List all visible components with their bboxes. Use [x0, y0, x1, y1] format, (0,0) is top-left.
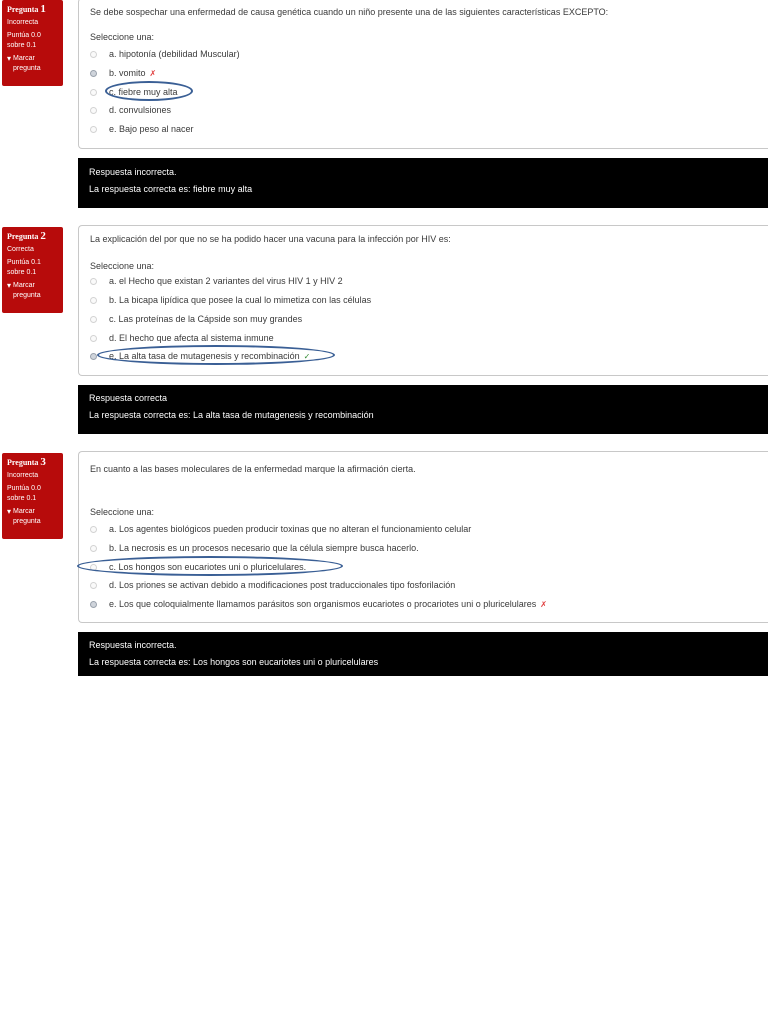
answer-option-b[interactable] [90, 68, 156, 78]
answer-prompt: Seleccione una: [90, 507, 155, 517]
feedback-result: Respuesta correcta [89, 393, 168, 403]
question-card-2 [78, 225, 768, 376]
question-info-2 [2, 227, 63, 313]
option-label[interactable]: d. El hecho que afecta al sistema inmune [109, 333, 274, 343]
incorrect-icon: ✗ [149, 68, 157, 78]
radio-button[interactable] [90, 107, 97, 114]
question-state: Incorrecta [7, 19, 39, 26]
option-label[interactable]: a. Los agentes biológicos pueden producir toxinas que no alteran el funcionamiento celular [109, 524, 472, 534]
hand-drawn-circle [105, 81, 193, 101]
hand-drawn-circle [97, 345, 335, 365]
answer-option-a[interactable] [90, 49, 240, 59]
feedback-correct-answer: La respuesta correcta es: Los hongos son eucariotes uni o pluricelulares [89, 657, 379, 667]
answer-option-b[interactable] [90, 295, 371, 305]
question-number: 2 [40, 230, 46, 242]
question-number: 1 [40, 3, 46, 15]
radio-button[interactable] [90, 278, 97, 285]
feedback-correct-answer: La respuesta correcta es: fiebre muy alta [89, 184, 253, 194]
radio-button[interactable] [90, 51, 97, 58]
option-label[interactable]: c. Los hongos son eucariotes uni o pluricelulares. [109, 562, 307, 572]
question-grade: Puntúa 0.1 sobre 0.1 [7, 259, 41, 276]
option-label[interactable]: c. fiebre muy alta [109, 87, 178, 97]
question-title-word: Pregunta [7, 458, 39, 467]
option-label[interactable]: a. hipotonía (debilidad Muscular) [109, 49, 240, 59]
question-card-1 [78, 0, 768, 149]
flag-question-link[interactable] [7, 281, 59, 301]
question-grade: Puntúa 0.0 sobre 0.1 [7, 485, 41, 502]
option-label[interactable]: d. convulsiones [109, 105, 172, 115]
question-text: En cuanto a las bases moleculares de la enfermedad marque la afirmación cierta. [90, 464, 416, 474]
feedback-result: Respuesta incorrecta. [89, 167, 177, 177]
radio-button[interactable] [90, 526, 97, 533]
question-number: 3 [40, 456, 46, 468]
option-label[interactable]: d. Los priones se activan debido a modificaciones post traduccionales tipo fosforilación [109, 580, 456, 590]
radio-button[interactable] [90, 297, 97, 304]
feedback-panel-3 [78, 632, 768, 676]
question-title-word: Pregunta [7, 232, 39, 241]
feedback-result: Respuesta incorrecta. [89, 640, 177, 650]
question-info-1 [2, 0, 63, 86]
question-text: Se debe sospechar una enfermedad de causa genética cuando un niño presente una de las siguientes características EXCEPTO: [90, 7, 609, 17]
option-label[interactable]: e. La alta tasa de mutagenesis y recombinación [109, 351, 300, 361]
incorrect-icon: ✗ [540, 599, 547, 609]
flag-question-label[interactable]: Marcar pregunta [13, 282, 41, 299]
radio-button[interactable] [90, 70, 97, 77]
question-title [7, 456, 59, 469]
radio-button[interactable] [90, 545, 97, 552]
option-label[interactable]: b. La bicapa lipídica que posee la cual lo mimetiza con las células [109, 295, 372, 305]
answer-option-c[interactable] [90, 314, 302, 324]
option-label[interactable]: e. Los que coloquialmente llamamos parásitos son organismos eucariotes o procariotes uni o pluricelulares [109, 599, 537, 609]
radio-button[interactable] [90, 582, 97, 589]
question-title-word: Pregunta [7, 5, 39, 14]
question-state: Incorrecta [7, 472, 39, 479]
answer-prompt: Seleccione una: [90, 32, 155, 42]
radio-button[interactable] [90, 126, 97, 133]
radio-button[interactable] [90, 335, 97, 342]
option-label[interactable]: e. Bajo peso al nacer [109, 124, 194, 134]
feedback-panel-2 [78, 385, 768, 434]
flag-question-label[interactable]: Marcar pregunta [13, 55, 41, 72]
feedback-panel-1 [78, 158, 768, 208]
answer-option-b[interactable] [90, 543, 419, 553]
radio-button[interactable] [90, 353, 97, 360]
question-grade: Puntúa 0.0 sobre 0.1 [7, 32, 41, 49]
question-text: La explicación del por que no se ha podido hacer una vacuna para la infección por HIV es: [90, 234, 451, 244]
radio-button[interactable] [90, 601, 97, 608]
radio-button[interactable] [90, 316, 97, 323]
answer-option-d[interactable] [90, 580, 455, 590]
answer-option-a[interactable] [90, 524, 471, 534]
answer-option-a[interactable] [90, 276, 343, 286]
question-card-3 [78, 451, 768, 623]
answer-option-e[interactable] [90, 124, 194, 134]
radio-button[interactable] [90, 89, 97, 96]
option-label[interactable]: b. vomito [109, 68, 146, 78]
flag-question-link[interactable] [7, 507, 59, 527]
answer-option-d[interactable] [90, 105, 171, 115]
option-label[interactable]: a. el Hecho que existan 2 variantes del virus HIV 1 y HIV 2 [109, 276, 343, 286]
hand-drawn-circle [77, 556, 343, 576]
question-title [7, 3, 59, 16]
correct-icon: ✓ [303, 351, 311, 361]
flag-icon[interactable]: ▾ [7, 507, 12, 516]
answer-option-e[interactable] [90, 599, 547, 609]
feedback-correct-answer: La respuesta correcta es: La alta tasa de mutagenesis y recombinación [89, 410, 374, 420]
question-state: Correcta [7, 246, 34, 253]
question-info-3 [2, 453, 63, 539]
flag-icon[interactable]: ▾ [7, 54, 12, 63]
answer-prompt: Seleccione una: [90, 261, 155, 271]
flag-question-link[interactable] [7, 54, 59, 74]
answer-option-d[interactable] [90, 333, 274, 343]
flag-icon[interactable]: ▾ [7, 281, 12, 290]
option-label[interactable]: c. Las proteínas de la Cápside son muy grandes [109, 314, 303, 324]
question-title [7, 230, 59, 243]
flag-question-label[interactable]: Marcar pregunta [13, 508, 41, 525]
option-label[interactable]: b. La necrosis es un procesos necesario que la célula siempre busca hacerlo. [109, 543, 419, 553]
